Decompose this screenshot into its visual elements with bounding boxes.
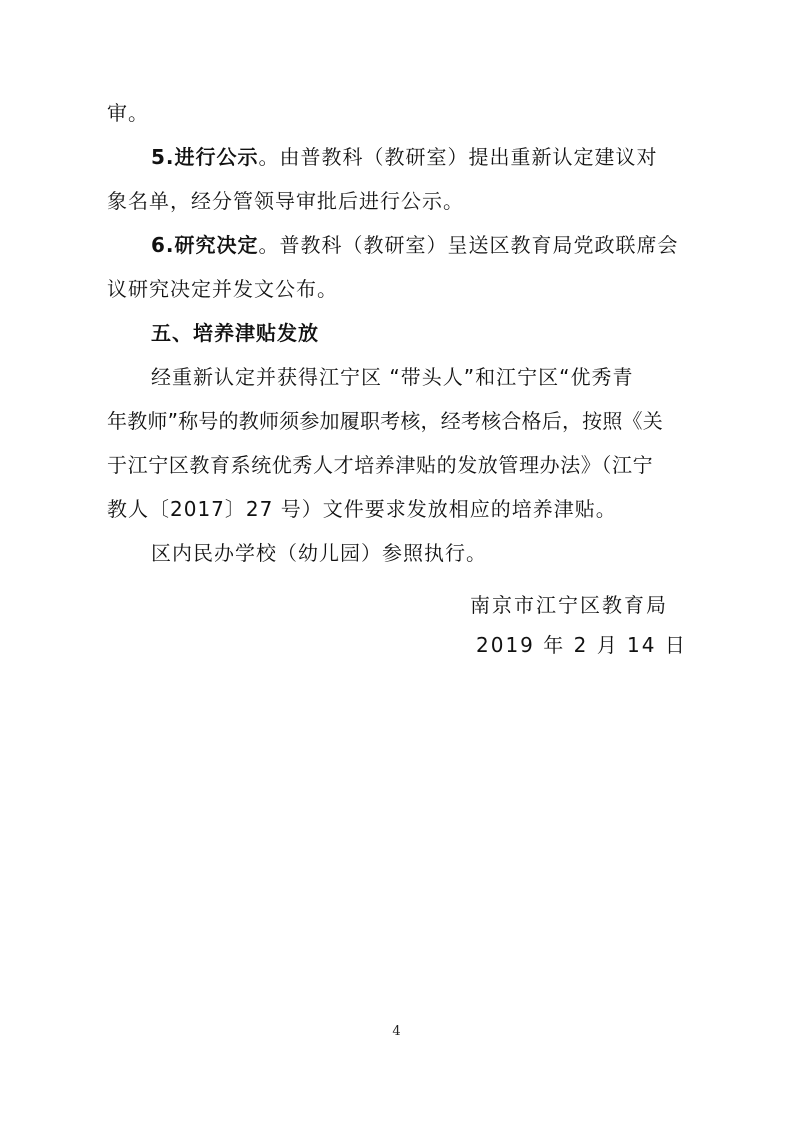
step5-tail: 对 xyxy=(636,145,658,169)
paragraph-line: 于江宁区教育系统优秀人才培养津贴的发放管理办法》（江宁 xyxy=(107,453,654,477)
text-line: 象名单，经分管领导审批后进行公示。 xyxy=(107,189,464,213)
step6-line xyxy=(151,230,679,260)
step5-text: 。由普教科（教研室）提出重新认定建议 xyxy=(258,145,637,169)
signature-date: 2019 年 2 月 14 日 xyxy=(476,633,687,657)
note-line: 区内民办学校（幼儿园）参照执行。 xyxy=(151,541,487,565)
text-line: 议研究决定并发文公布。 xyxy=(107,277,338,301)
paragraph-line: 经重新认定并获得江宁区 “带头人”和江宁区“优秀青 xyxy=(151,365,634,389)
step5-title: 5.进行公示 xyxy=(151,145,259,169)
step6-text: 。普教科（教研室）呈送区教育局党政联席 xyxy=(258,233,658,257)
step5-line xyxy=(151,142,658,172)
step6-title: 6.研究决定 xyxy=(151,233,259,257)
step6-tail: 会 xyxy=(657,233,679,257)
page-number: 4 xyxy=(392,1024,401,1039)
paragraph-line: 教人〔2017〕27 号）文件要求发放相应的培养津贴。 xyxy=(107,497,617,521)
text-line: 审。 xyxy=(107,101,149,125)
section-heading: 五、培养津贴发放 xyxy=(151,321,319,345)
signature-org: 南京市江宁区教育局 xyxy=(470,593,668,617)
paragraph-line: 年教师”称号的教师须参加履职考核，经考核合格后，按照《关 xyxy=(107,409,663,433)
